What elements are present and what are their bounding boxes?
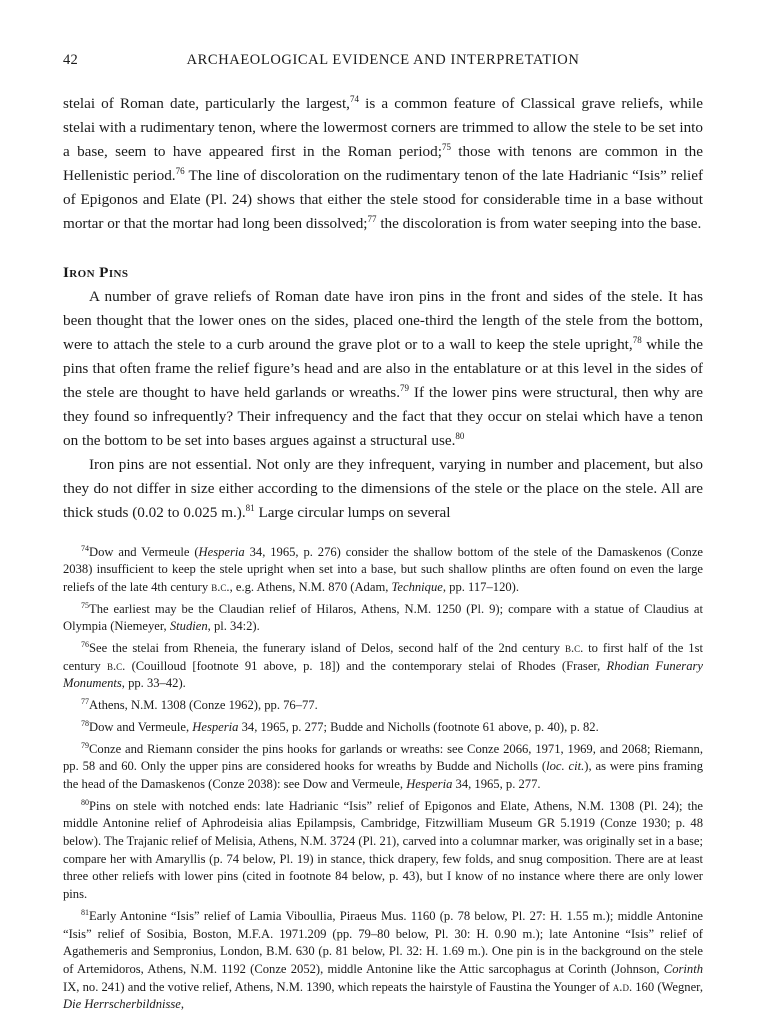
footnote-80: $^{80}$Pins on stele with notched ends: late Hadrianic “Isis” relief of Epigonos and Elate, Athens, N.M. 1308 (Pl. 24); the middle Antonine relief of Aphrodeisia alias Epilampsis, Cambridge, Fitzwilliam Museum GR 5.1919 (Conze 1930; p. 48 below). The Trajanic relief of Melisia, Athens, N.M. 3724 (Pl. 21), carved into a columnar marker, was originally set in a base; compare her with Amaryllis (p. 74 below, Pl. 19) in stance, thick drapery, few folds, and snug composition. There are at least three other reliefs with lower pins (cited in footnote 84 below, p. 43), but I know of no instance where there are only lower pins.	[63, 797, 703, 902]
footnote-ref[interactable]: 77	[367, 214, 377, 225]
paragraph: A number of grave reliefs of Roman date have iron pins in the front and sides of the stele. It has been thought that the lower ones on the sides, placed one-third the length of the stele from the bottom, were to attach the stele to a curb around the grave plot or to a wall to keep the stele upright,$^{78}$ while the pins that often frame the relief figure’s head and are also in the entablature or at this level in the sides of the stele are thought to have held garlands or wreaths.$^{79}$ If the lower pins were structural, then why are they found so infrequently? Their infrequency and the fact that they occur on stelai which have a tenon on the bottom to be set into bases argues against a structural use.$^{80}$	[63, 287, 704, 450]
paragraph: Iron pins are not essential. Not only are they infrequent, varying in number and placement, but also they do not differ in size either according to the dimensions of the stele or the place on the stele. All are thick studs (0.02 to 0.025 m.).$^{81}$ Large circular lumps on several	[63, 456, 703, 522]
page	[63, 52, 703, 1018]
footnote-78: $^{78}$Dow and Vermeule, Hesperia 34, 1965, p. 277; Budde and Nicholls (footnote 61 above, p. 40), p. 82.	[81, 718, 599, 734]
paragraph: stelai of Roman date, particularly the largest,$^{74}$ is a common feature of Classical grave reliefs, while stelai with a rudimentary tenon, where the lowermost corners are trimmed to allow the stele to be set into a base, seem to have appeared first in the Roman period;$^{75}$ those with tenons are common in the Hellenistic period.$^{76}$ The line of discoloration on the rudimentary tenon of the late Hadrianic “Isis” relief of Epigonos and Elate (Pl. 24) shows that either the stele stood for considerable time in a base without mortar or that the mortar had long been dissolved;$^{77}$ the discoloration is from water seeping into the base.	[63, 94, 703, 233]
footnote-79: $^{79}$Conze and Riemann consider the pins hooks for garlands or wreaths: see Conze 2066, 1971, 1969, and 2068; Riemann, pp. 58 and 60. Only the upper pins are considered hooks for wreaths by Budde and Nicholls (loc. cit.), as were pins framing the head of the Damaskenos (Conze 2038): see Dow and Vermeule, Hesperia 34, 1965, p. 277.	[63, 740, 704, 791]
footnote-ref[interactable]: 75	[441, 142, 451, 153]
footnote-ref[interactable]: 76	[175, 166, 185, 177]
main-text	[63, 92, 703, 526]
footnote-ref[interactable]: 81	[245, 503, 255, 514]
footnote-77: $^{77}$Athens, N.M. 1308 (Conze 1962), pp. 76–77.	[81, 697, 318, 713]
footnote-ref[interactable]: 74	[349, 94, 359, 104]
footnotes	[63, 544, 703, 1015]
footnote-75: $^{75}$The earliest may be the Claudian relief of Hilaros, Athens, N.M. 1250 (Pl. 9); compare with a statue of Claudius at Olympia (Niemeyer, Studien, pl. 34:2).	[63, 600, 703, 634]
footnote-ref[interactable]: 79	[400, 382, 410, 393]
footnote-74: $^{74}$Dow and Vermeule (Hesperia 34, 1965, p. 276) consider the shallow bottom of the stele of the Damaskenos (Conze 2038) insufficient to keep the stele upright when set into a base, but such shallow plinths are often found on even the large reliefs of the late 4th century b.c., e.g. Athens, N.M. 870 (Adam, Technique, pp. 117–120).	[63, 543, 704, 594]
footnote-76: $^{76}$See the stelai from Rheneia, the funerary island of Delos, second half of the 2nd century b.c. to first half of the 1st century b.c. (Couilloud [footnote 91 above, p. 18]) and the contemporary stelai of Rhodes (Fraser, Rhodian Funerary Monuments, pp. 33–42).	[63, 640, 703, 691]
footnote-ref[interactable]: 78	[632, 334, 642, 345]
footnote-81: $^{81}$Early Antonine “Isis” relief of Lamia Viboullia, Piraeus Mus. 1160 (p. 78 below, Pl. 27: H. 1.55 m.); middle Antonine “Isis” relief of Sosibia, Boston, M.F.A. 1971.209 (pp. 79–80 below, Pl. 30: H. 0.90 m.); late Antonine “Isis” relief of Agathemeris and Sempronius, London, B.M. 630 (p. 81 below, Pl. 32: H. 1.69 m.). One pin is in the background on the stele of Artemidoros, Athens, N.M. 1192 (Conze 2052), middle Antonine like the Attic sarcophagus at Corinth (Johnson, Corinth IX, no. 241) and the votive relief, Athens, N.M. 1390, which repeats the hairstyle of Faustina the Younger of a.d. 160 (Wegner, Die Herrscherbildnisse,	[63, 907, 703, 1012]
section-heading: Iron Pins	[63, 263, 129, 281]
footnote-ref[interactable]: 80	[455, 431, 465, 442]
page-header	[63, 52, 703, 74]
page-number: 42	[63, 52, 79, 68]
running-head: ARCHAEOLOGICAL EVIDENCE AND INTERPRETATION	[186, 52, 580, 68]
